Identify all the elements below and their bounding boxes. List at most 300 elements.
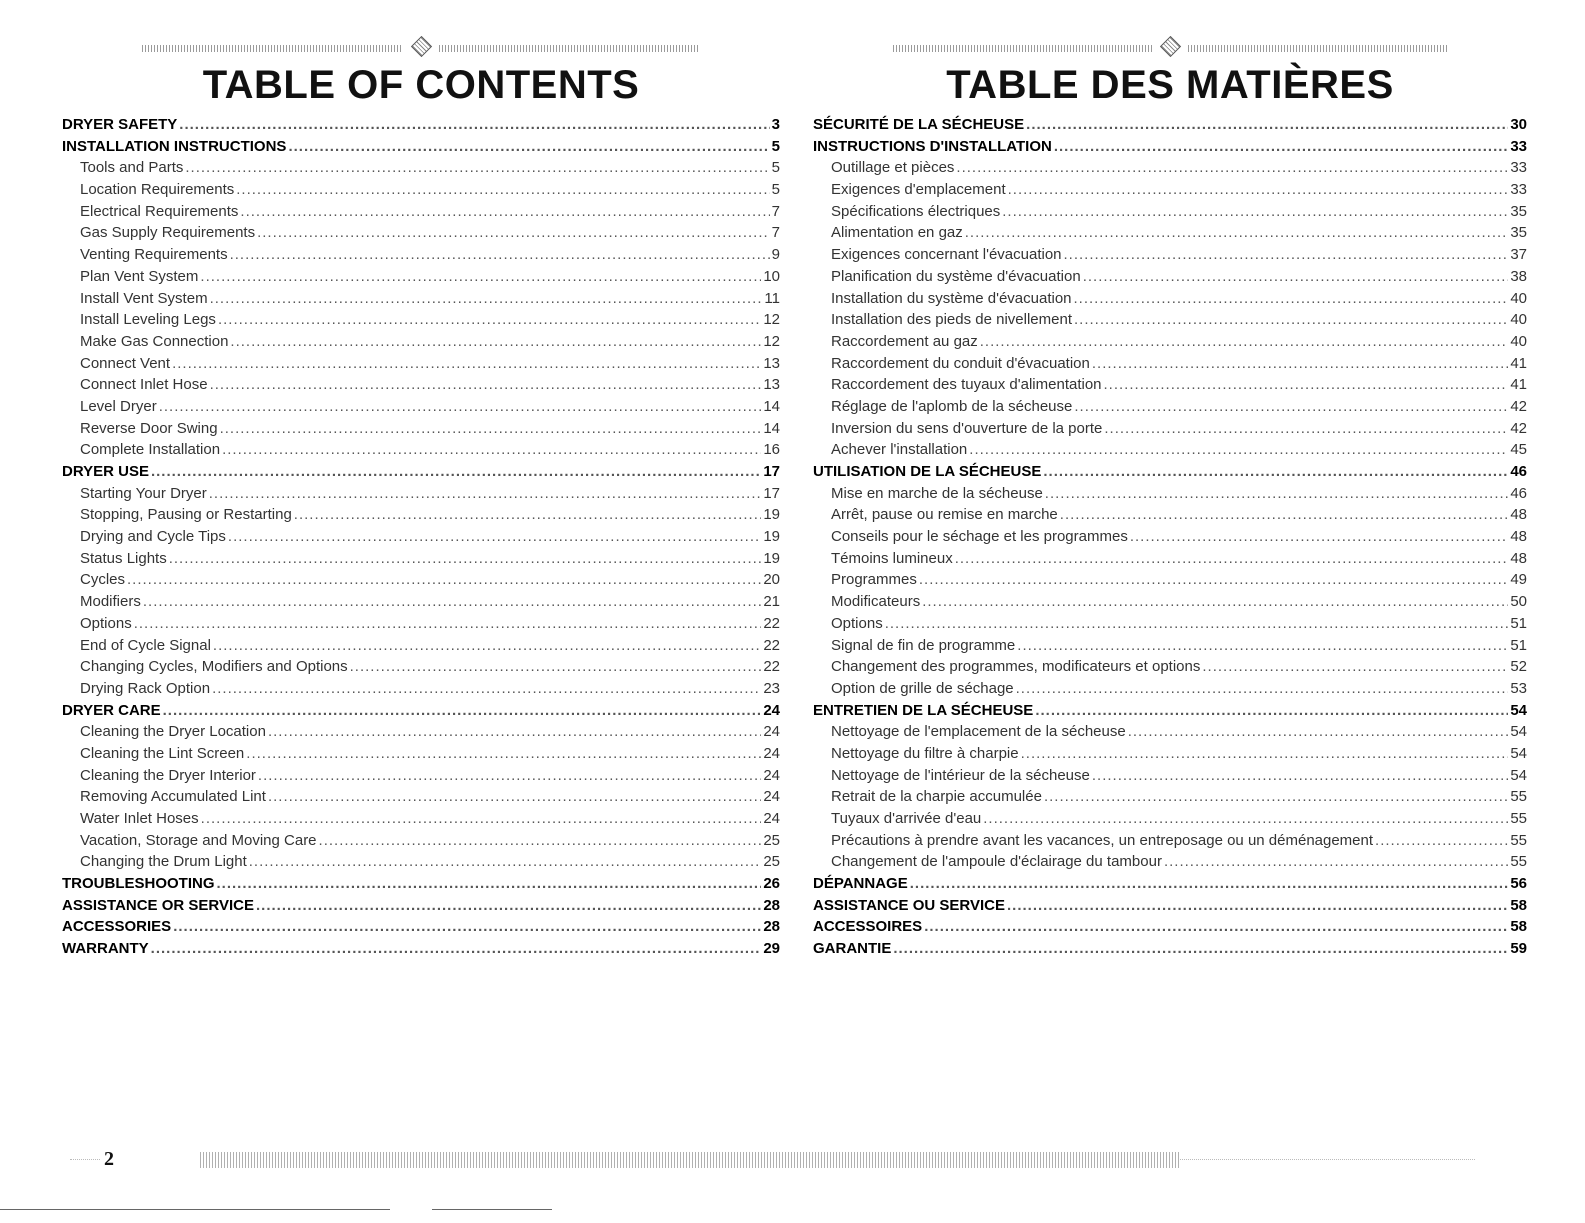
dot-leader — [965, 222, 1509, 244]
dot-leader — [924, 916, 1508, 938]
toc-entry-page: 54 — [1510, 701, 1527, 719]
toc-entry[interactable] — [62, 569, 780, 591]
toc-entry-title: DRYER SAFETY — [62, 116, 178, 133]
toc-english — [62, 0, 780, 960]
toc-entry-title: INSTRUCTIONS D'INSTALLATION — [813, 137, 1052, 155]
toc-entry-title: ACCESSORIES — [62, 918, 172, 936]
dot-leader — [350, 656, 762, 678]
toc-entry-page: 13 — [763, 354, 780, 372]
toc-entry-page: 33 — [1510, 137, 1527, 155]
toc-entry[interactable] — [813, 331, 1527, 353]
diamond-icon — [411, 36, 432, 57]
toc-entry[interactable] — [62, 222, 780, 244]
toc-entry[interactable] — [62, 700, 780, 722]
bottom-rule — [0, 1209, 390, 1210]
dot-leader — [230, 331, 761, 353]
toc-entry-page: 52 — [1510, 658, 1527, 676]
toc-entry-title: Programmes — [831, 571, 917, 589]
dot-leader — [159, 396, 762, 418]
toc-entry-page: 5 — [771, 137, 780, 155]
toc-entry-title: Tuyaux d'arrivée d'eau — [831, 810, 982, 827]
toc-entry[interactable] — [62, 765, 780, 787]
toc-entry-page: 40 — [1510, 289, 1527, 307]
toc-entry[interactable] — [813, 309, 1527, 331]
dot-leader — [910, 873, 1509, 895]
toc-entry-title: Drying Rack Option — [80, 679, 211, 697]
toc-entry-title: Nettoyage du filtre à charpie — [831, 744, 1019, 762]
dot-leader — [1092, 353, 1508, 375]
dot-leader — [212, 678, 761, 700]
toc-entry-title: Exigences concernant l'évacuation — [831, 246, 1062, 264]
toc-entry[interactable] — [813, 916, 1527, 938]
toc-entry[interactable] — [62, 353, 780, 375]
toc-entry-title: UTILISATION DE LA SÉCHEUSE — [813, 463, 1042, 480]
dot-leader — [885, 613, 1509, 635]
toc-entry[interactable] — [813, 266, 1527, 288]
toc-entry-page: 54 — [1510, 766, 1527, 784]
toc-entry[interactable] — [62, 374, 780, 396]
toc-entry-title: ASSISTANCE OU SERVICE — [813, 896, 1005, 914]
dot-leader — [151, 461, 761, 483]
toc-entry-page: 28 — [763, 918, 780, 936]
toc-entry-page: 24 — [763, 766, 780, 784]
toc-entry[interactable] — [813, 613, 1527, 635]
toc-entry[interactable] — [62, 830, 780, 852]
dot-leader — [919, 569, 1508, 591]
toc-entry[interactable] — [62, 288, 780, 310]
toc-entry-page: 49 — [1510, 571, 1527, 589]
toc-entry[interactable] — [813, 483, 1527, 505]
dot-leader — [1074, 309, 1508, 331]
dot-leader — [1375, 830, 1508, 852]
toc-entry[interactable] — [62, 179, 780, 201]
toc-entry[interactable] — [62, 938, 780, 960]
toc-entry[interactable] — [813, 808, 1527, 830]
toc-entry-page: 55 — [1510, 810, 1527, 827]
bottom-rule — [432, 1209, 552, 1210]
toc-entry[interactable] — [62, 548, 780, 570]
dot-leader — [1060, 504, 1509, 526]
toc-entry-page: 48 — [1510, 506, 1527, 524]
toc-entry-page: 59 — [1510, 940, 1527, 958]
toc-entry-title: Raccordement du conduit d'évacuation — [831, 354, 1090, 372]
toc-entry-title: Inversion du sens d'ouverture de la porte — [831, 419, 1103, 437]
toc-entry[interactable] — [813, 851, 1527, 873]
toc-entry-title: Conseils pour le séchage et les programmes — [831, 528, 1128, 546]
dot-leader — [1045, 483, 1509, 505]
dot-leader — [1130, 526, 1508, 548]
title-ornament — [62, 36, 780, 60]
dot-leader — [209, 483, 762, 505]
toc-entry-page: 24 — [763, 701, 780, 719]
toc-entry-title: Gas Supply Requirements — [80, 224, 256, 242]
toc-entry-title: Level Dryer — [80, 397, 157, 415]
toc-entry-page: 38 — [1510, 267, 1527, 285]
toc-entry[interactable] — [62, 439, 780, 461]
dot-leader — [1002, 201, 1508, 223]
toc-entry[interactable] — [813, 244, 1527, 266]
toc-entry[interactable] — [813, 136, 1527, 158]
toc-entry[interactable] — [62, 873, 780, 895]
toc-entry-page: 24 — [763, 744, 780, 762]
toc-entry-title: Signal de fin de programme — [831, 636, 1016, 654]
toc-entry-title: Drying and Cycle Tips — [80, 528, 226, 546]
footer-dots — [70, 1159, 100, 1160]
dot-leader — [179, 114, 769, 136]
toc-entry-page: 48 — [1510, 528, 1527, 546]
dot-leader — [201, 808, 762, 830]
toc-entry[interactable] — [62, 309, 780, 331]
toc-entry-page: 14 — [763, 397, 780, 415]
toc-entry-page: 5 — [771, 181, 780, 199]
toc-entry-title: Changing the Drum Light — [80, 853, 247, 871]
toc-entry[interactable] — [62, 331, 780, 353]
toc-list — [813, 114, 1527, 960]
toc-entry-title: Modificateurs — [831, 593, 921, 611]
toc-entry-title: Cycles — [80, 571, 126, 589]
toc-entry-title: Exigences d'emplacement — [831, 181, 1006, 199]
dot-leader — [1007, 895, 1508, 917]
footer-band — [200, 1152, 1180, 1168]
toc-entry[interactable] — [62, 157, 780, 179]
toc-entry-page: 19 — [763, 528, 780, 546]
dot-leader — [969, 439, 1508, 461]
dot-leader — [256, 895, 761, 917]
dot-leader — [268, 786, 761, 808]
dot-leader — [210, 374, 762, 396]
dot-leader — [956, 157, 1508, 179]
dot-leader — [922, 591, 1508, 613]
toc-entry-title: Complete Installation — [80, 441, 221, 459]
toc-entry-page: 58 — [1510, 896, 1527, 914]
toc-entry-page: 56 — [1510, 875, 1527, 893]
toc-entry[interactable] — [813, 569, 1527, 591]
dot-leader — [1104, 374, 1509, 396]
toc-entry[interactable] — [62, 483, 780, 505]
toc-entry[interactable] — [813, 938, 1527, 960]
toc-entry[interactable] — [62, 526, 780, 548]
toc-entry-title: Removing Accumulated Lint — [80, 788, 266, 806]
toc-entry[interactable] — [813, 635, 1527, 657]
page-title: TABLE OF CONTENTS — [202, 63, 640, 107]
toc-entry[interactable] — [62, 656, 780, 678]
ornament-bar — [893, 45, 1152, 52]
dot-leader — [319, 830, 762, 852]
toc-entry-page: 11 — [764, 289, 780, 307]
dot-leader — [288, 136, 769, 158]
toc-entry[interactable] — [62, 613, 780, 635]
toc-entry-page: 55 — [1510, 788, 1527, 806]
toc-entry[interactable] — [62, 136, 780, 158]
toc-entry-page: 23 — [763, 679, 780, 697]
toc-entry-title: Plan Vent System — [80, 267, 199, 285]
toc-entry-title: DRYER USE — [62, 463, 149, 480]
toc-entry[interactable] — [813, 114, 1527, 136]
toc-entry-page: 42 — [1510, 397, 1527, 415]
dot-leader — [127, 569, 761, 591]
toc-entry[interactable] — [813, 873, 1527, 895]
toc-entry[interactable] — [813, 179, 1527, 201]
dot-leader — [169, 548, 762, 570]
toc-entry[interactable] — [813, 830, 1527, 852]
toc-entry[interactable] — [62, 114, 780, 136]
toc-entry-page: 26 — [763, 875, 780, 893]
dot-leader — [1074, 288, 1509, 310]
dot-leader — [1128, 721, 1509, 743]
toc-entry-page: 46 — [1510, 484, 1527, 502]
dot-leader — [185, 157, 769, 179]
toc-entry-page: 55 — [1510, 853, 1527, 871]
dot-leader — [246, 743, 761, 765]
toc-entry-title: SÉCURITÉ DE LA SÉCHEUSE — [813, 116, 1025, 133]
toc-entry-page: 17 — [763, 463, 780, 480]
toc-entry-page: 24 — [763, 788, 780, 806]
toc-entry-title: Cleaning the Lint Screen — [80, 744, 245, 762]
toc-entry-page: 42 — [1510, 419, 1527, 437]
dot-leader — [980, 331, 1509, 353]
toc-entry-title: Install Leveling Legs — [80, 311, 216, 329]
toc-entry-title: Cleaning the Dryer Location — [80, 723, 266, 741]
toc-entry-page: 17 — [763, 484, 780, 502]
toc-entry-title: Installation du système d'évacuation — [831, 289, 1072, 307]
toc-entry-page: 14 — [763, 419, 780, 437]
toc-entry[interactable] — [62, 504, 780, 526]
dot-leader — [1064, 244, 1509, 266]
toc-entry-page: 54 — [1510, 723, 1527, 741]
toc-entry[interactable] — [813, 461, 1527, 483]
toc-entry-title: Retrait de la charpie accumulée — [831, 788, 1042, 806]
toc-entry[interactable] — [62, 418, 780, 440]
toc-entry[interactable] — [813, 591, 1527, 613]
toc-entry-title: Install Vent System — [80, 289, 208, 307]
toc-entry-page: 40 — [1510, 332, 1527, 350]
toc-entry-page: 20 — [763, 571, 780, 589]
toc-entry-page: 53 — [1510, 679, 1527, 697]
toc-entry-title: Option de grille de séchage — [831, 679, 1014, 697]
dot-leader — [134, 613, 762, 635]
dot-leader — [1017, 635, 1508, 657]
toc-entry-title: Installation des pieds de nivellement — [831, 311, 1072, 329]
dot-leader — [213, 635, 761, 657]
toc-entry-page: 7 — [771, 224, 780, 242]
toc-entry-title: GARANTIE — [813, 940, 892, 958]
toc-entry-title: ACCESSOIRES — [813, 918, 923, 936]
toc-entry[interactable] — [813, 439, 1527, 461]
toc-entry-title: Options — [80, 614, 132, 632]
toc-entry-title: DRYER CARE — [62, 701, 161, 719]
toc-entry-title: Venting Requirements — [80, 246, 228, 264]
toc-entry-page: 16 — [763, 441, 780, 459]
toc-entry[interactable] — [813, 396, 1527, 418]
toc-entry-page: 41 — [1510, 376, 1527, 394]
toc-entry-title: Water Inlet Hoses — [80, 810, 199, 827]
toc-entry[interactable] — [813, 418, 1527, 440]
dot-leader — [983, 808, 1508, 830]
toc-entry-title: Make Gas Connection — [80, 332, 229, 350]
dot-leader — [236, 179, 769, 201]
toc-entry-page: 35 — [1510, 202, 1527, 220]
dot-leader — [151, 938, 762, 960]
toc-entry[interactable] — [62, 808, 780, 830]
dot-leader — [1164, 851, 1508, 873]
toc-entry-title: Changing Cycles, Modifiers and Options — [80, 658, 348, 676]
toc-entry-title: ASSISTANCE OR SERVICE — [62, 896, 254, 914]
toc-entry-page: 12 — [763, 332, 780, 350]
toc-entry[interactable] — [62, 743, 780, 765]
toc-entry-page: 24 — [763, 723, 780, 741]
dot-leader — [230, 244, 770, 266]
toc-entry[interactable] — [62, 461, 780, 483]
toc-entry-title: Changement de l'ampoule d'éclairage du tambour — [831, 853, 1162, 871]
dot-leader — [249, 851, 762, 873]
dot-leader — [893, 938, 1508, 960]
toc-entry[interactable] — [813, 700, 1527, 722]
toc-entry[interactable] — [62, 244, 780, 266]
toc-entry-page: 41 — [1510, 354, 1527, 372]
dot-leader — [1083, 266, 1509, 288]
toc-entry-title: Reverse Door Swing — [80, 419, 218, 437]
toc-entry[interactable] — [813, 765, 1527, 787]
dot-leader — [1043, 461, 1508, 483]
toc-entry-page: 48 — [1510, 549, 1527, 567]
toc-entry-title: End of Cycle Signal — [80, 636, 211, 654]
dot-leader — [1008, 179, 1509, 201]
toc-entry[interactable] — [62, 851, 780, 873]
toc-entry-title: Arrêt, pause ou remise en marche — [831, 506, 1058, 524]
toc-entry[interactable] — [813, 288, 1527, 310]
dot-leader — [257, 222, 770, 244]
toc-entry-title: Alimentation en gaz — [831, 224, 963, 242]
toc-entry-title: INSTALLATION INSTRUCTIONS — [62, 137, 287, 155]
toc-entry-title: Nettoyage de l'intérieur de la sécheuse — [831, 766, 1090, 784]
toc-entry[interactable] — [813, 504, 1527, 526]
toc-entry-title: Témoins lumineux — [831, 549, 953, 567]
toc-entry[interactable] — [62, 916, 780, 938]
toc-entry-title: WARRANTY — [62, 940, 149, 958]
toc-entry-title: Electrical Requirements — [80, 202, 239, 220]
toc-entry[interactable] — [813, 157, 1527, 179]
toc-list — [62, 114, 780, 960]
toc-entry-title: Outillage et pièces — [831, 159, 955, 177]
toc-entry[interactable] — [813, 201, 1527, 223]
dot-leader — [210, 288, 763, 310]
toc-entry-title: Nettoyage de l'emplacement de la sécheuse — [831, 723, 1126, 741]
toc-entry-page: 22 — [763, 636, 780, 654]
dot-leader — [1035, 700, 1508, 722]
toc-entry-title: ENTRETIEN DE LA SÉCHEUSE — [813, 701, 1034, 719]
toc-entry[interactable] — [62, 678, 780, 700]
toc-entry-title: Starting Your Dryer — [80, 484, 207, 502]
toc-entry[interactable] — [813, 656, 1527, 678]
toc-entry[interactable] — [62, 895, 780, 917]
toc-entry-page: 51 — [1510, 636, 1527, 654]
toc-entry-page: 33 — [1510, 159, 1527, 177]
toc-entry-page: 10 — [763, 267, 780, 285]
title-ornament — [813, 36, 1527, 60]
toc-entry[interactable] — [62, 396, 780, 418]
toc-entry-title: Tools and Parts — [80, 159, 184, 177]
toc-entry[interactable] — [813, 678, 1527, 700]
toc-entry-page: 3 — [771, 116, 780, 133]
dot-leader — [200, 266, 761, 288]
toc-entry-title: Achever l'installation — [831, 441, 968, 459]
toc-entry[interactable] — [813, 548, 1527, 570]
diamond-icon — [1160, 36, 1181, 57]
toc-entry-page: 51 — [1510, 614, 1527, 632]
toc-entry[interactable] — [813, 786, 1527, 808]
toc-entry[interactable] — [62, 786, 780, 808]
toc-entry-title: Vacation, Storage and Moving Care — [80, 831, 317, 849]
dot-leader — [1054, 136, 1508, 158]
toc-entry[interactable] — [813, 721, 1527, 743]
toc-entry-page: 22 — [763, 614, 780, 632]
toc-entry-page: 24 — [763, 810, 780, 827]
toc-entry[interactable] — [813, 353, 1527, 375]
page-footer — [0, 1148, 1585, 1172]
toc-entry-page: 29 — [763, 940, 780, 958]
toc-entry[interactable] — [813, 895, 1527, 917]
toc-entry-page: 37 — [1510, 246, 1527, 264]
toc-entry-page: 12 — [763, 311, 780, 329]
toc-entry-page: 19 — [763, 506, 780, 524]
footer-dots — [1180, 1159, 1475, 1161]
toc-entry-title: Stopping, Pausing or Restarting — [80, 506, 292, 524]
toc-entry-title: Options — [831, 614, 883, 632]
toc-french — [813, 0, 1527, 960]
dot-leader — [1092, 765, 1508, 787]
toc-entry-title: DÉPANNAGE — [813, 875, 908, 893]
toc-entry-page: 25 — [763, 853, 780, 871]
toc-entry[interactable] — [62, 591, 780, 613]
toc-entry[interactable] — [813, 743, 1527, 765]
dot-leader — [1021, 743, 1509, 765]
toc-entry[interactable] — [62, 635, 780, 657]
toc-entry-page: 55 — [1510, 831, 1527, 849]
toc-entry-page: 21 — [763, 593, 780, 611]
toc-entry-title: TROUBLESHOOTING — [62, 875, 215, 893]
toc-entry-title: Modifiers — [80, 593, 141, 611]
toc-entry-page: 22 — [763, 658, 780, 676]
dot-leader — [222, 439, 761, 461]
toc-entry-title: Raccordement au gaz — [831, 332, 978, 350]
toc-entry[interactable] — [813, 526, 1527, 548]
dot-leader — [268, 721, 761, 743]
toc-entry-page: 46 — [1510, 463, 1527, 480]
toc-entry-title: Mise en marche de la sécheuse — [831, 484, 1043, 502]
toc-entry[interactable] — [62, 266, 780, 288]
dot-leader — [172, 353, 761, 375]
ornament-bar — [1188, 45, 1447, 52]
toc-entry[interactable] — [813, 374, 1527, 396]
ornament-bar — [142, 45, 403, 52]
dot-leader — [1074, 396, 1508, 418]
dot-leader — [218, 309, 761, 331]
toc-entry-title: Précautions à prendre avant les vacances, un entreposage ou un déménagement — [831, 831, 1374, 849]
toc-entry-page: 9 — [771, 246, 780, 264]
toc-entry[interactable] — [62, 201, 780, 223]
toc-entry-title: Raccordement des tuyaux d'alimentation — [831, 376, 1102, 394]
toc-entry-title: Cleaning the Dryer Interior — [80, 766, 256, 784]
dot-leader — [294, 504, 762, 526]
toc-entry-page: 54 — [1510, 744, 1527, 762]
toc-entry[interactable] — [813, 222, 1527, 244]
toc-entry-page: 19 — [763, 549, 780, 567]
dot-leader — [955, 548, 1509, 570]
toc-entry[interactable] — [62, 721, 780, 743]
toc-entry-page: 7 — [771, 202, 780, 220]
toc-entry-title: Planification du système d'évacuation — [831, 267, 1081, 285]
toc-entry-page: 40 — [1510, 311, 1527, 329]
